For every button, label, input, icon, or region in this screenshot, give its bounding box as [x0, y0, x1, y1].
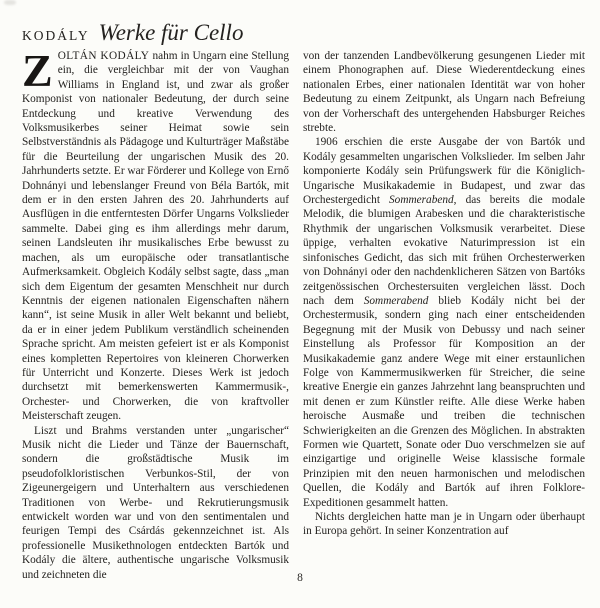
- page-number: 8: [297, 572, 303, 584]
- text-segment: von der tanzenden Landbevölkerung gesungenen Lieder mit einem Phonographen auf. Diese Wiederentdeckung eines nationalen Erbes, einer nationalen Identität war von hoher Bedeutung zu einem Zeitpunkt, als Ungarn nach Befreiung von der Vorherschaft des untergehenden Habsburger Reiches strebte.: [303, 50, 585, 135]
- page-header: [22, 20, 580, 46]
- text-segment: Sommerabend: [363, 294, 429, 307]
- dropcap: Z: [22, 45, 53, 96]
- text-segment: Liszt und Brahms verstanden unter „ungarischer“ Musik nicht die Lieder und Tänze der Bauernschaft, sondern die großstädtische Musik im pseudofolkloristischen Verbunkos-Stil, der von Zigeunergeigern und Unterhaltern aus verschiedenen Traditionen von Werbe- und Rekrutierungsmusik entwickelt worden war und von den sentimentalen und feurigen Tempi des Csárdás gekennzeichnet ist. Als professionelle Musikethnologen entdeckten Bartók und Kodály die ältere, authentische ungarische Volksmusik und zeichneten die: [22, 424, 289, 581]
- scan-artifact: [4, 0, 16, 5]
- text-segment: OLTÁN KODÁLY: [57, 50, 150, 62]
- text-segment: , das bereits die modale Melodik, die blumigen Arabesken und die charakteristische Rhythmik der ungarischen Volksmusik verarbeitet. Diese üppige, verhalten evokative Naturimpression ist ein sinfonisches Gedicht, das sich mit frühen Orchesterwerken von Dohnányi oder den nachdenklicheren Sätzen von Bartóks zeitgenössischen Orchestersuiten vergleichen lässt. Doch nach dem: [303, 194, 585, 307]
- composer-name: KODÁLY: [22, 28, 90, 43]
- text-column-right: [303, 49, 585, 582]
- paragraph: [303, 510, 585, 539]
- article-body: [22, 45, 585, 582]
- paragraph: [22, 45, 289, 424]
- text-column-left: [22, 45, 289, 582]
- text-segment: Nichts dergleichen hatte man je in Ungarn oder überhaupt in Europa gehört. In seiner Konzentration auf: [303, 511, 585, 538]
- paragraph: [303, 49, 585, 135]
- paragraph: [303, 135, 585, 510]
- text-segment: Sommerabend: [389, 194, 454, 207]
- page-footer: [0, 572, 600, 584]
- text-segment: 1906 erschien die erste Ausgabe der von Bartók und Kodály gesammelten ungarischen Volkslieder. Im selben Jahr komponierte Kodály sein Prüfungswerk für die Königlich-Ungarische Musikakademie in Budapest, und zwar das Orchestergedicht: [303, 136, 585, 207]
- paragraph: [22, 424, 289, 582]
- text-segment: blieb Kodály nicht bei der Orchestermusik, sondern ging nach einer entscheidenden Begegnung mit der Musik von Debussy und nach seiner Einstellung als Professor für Komposition an der Musikakademie ganz andere Wege mit einer erstaunlichen Folge von Kammermusikwerken für Streicher, die seine kreative Energie ein ganzes Jahrzehnt lang beanspruchten und mit denen er zum Künstler reifte. Alle diese Werke haben heroische Ausmaße und treiben die technischen Schwierigkeiten an die Grenzen des Möglichen. In abstrakten Formen wie Quartett, Sonate oder Duo verschmelzen sie auf einzigartige und originelle Weise klassische formale Prinzipien mit den neuen harmonischen und melodischen Quellen, die Kodály and Bartók auf ihren Folklore-Expeditionen gesammelt hatten.: [303, 294, 585, 509]
- work-title: Werke für Cello: [98, 20, 244, 45]
- text-segment: nahm in Ungarn eine Stellung ein, die vergleichbar mit der von Vaughan Williams in England ist, und zwar als großer Komponist von nationaler Bedeutung, der durch seine Entdeckung und kreative Verwendung des Volksmusikerbes seiner Heimat sowie sein Selbstverständnis als Pädagoge und Kulturträger Maßstäbe für die Beurteilung der ungarischen Musik des 20. Jahrhunderts setzte. Er war Förderer und Kollege von Ernő Dohnányi und lebenslanger Freund von Béla Bartók, mit dem er in den ersten Jahren des 20. Jahrhunderts auf Ausflügen in die entferntesten Dörfer Ungarns Volkslieder sammelte. Dabei ging es ihm allerdings mehr darum, seinen Landsleuten ihr musikalisches Erbe bewusst zu machen, als um europäische oder transatlantische Aufmerksamkeit. Obgleich Kodály selbst sagte, dass „man sich dem Eigentum der gesamten Menschheit nur durch Kenntnis der eigenen nationalen Eigenschaften nähern kann“, ist seine Musik in aller Welt bekannt und beliebt, da er in einer jedem Publikum verständlich scheinenden Sprache spricht. Am meisten gefeiert ist er als Komponist eines kompletten Repertoires von kleineren Chorwerken für Unterricht und Konzerte. Dieses Werk ist jedoch durchsetzt mit bemerkenswerten Kammermusik-, Orchester- und Chorwerken, die von kraftvoller Meisterschaft zeugen.: [22, 50, 289, 423]
